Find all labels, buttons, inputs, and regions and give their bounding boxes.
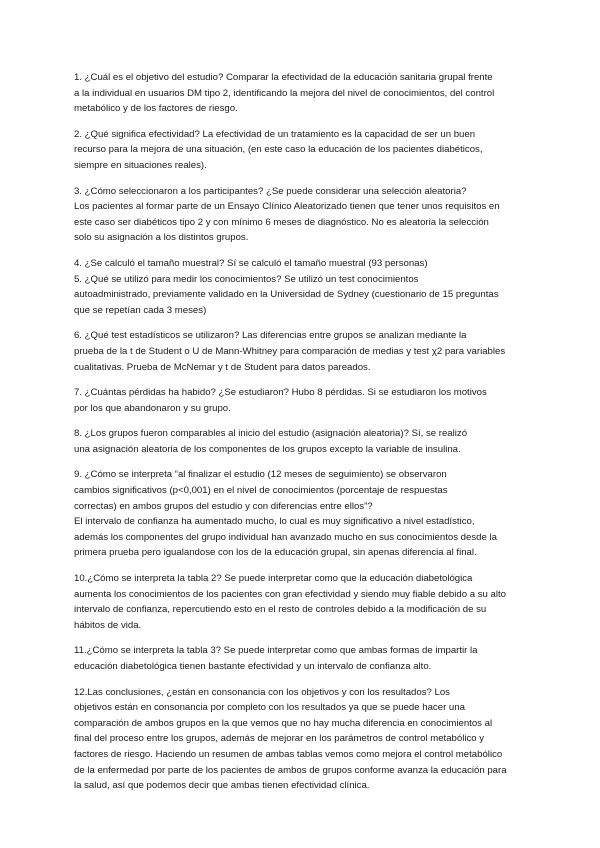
paragraph-q10 <box>74 571 530 633</box>
paragraph-q1 <box>74 70 530 117</box>
paragraph-q11 <box>74 643 530 674</box>
text-line: 1. ¿Cuál es el objetivo del estudio? Comparar la efectividad de la educación sanitaria grupal frente <box>74 72 493 83</box>
text-line: 3. ¿Cómo seleccionaron a los participantes? ¿Se puede considerar una selección aleatoria? <box>74 185 467 197</box>
text-line: la salud, así que podemos decir que ambas tienen efectividad clínica. <box>74 780 370 792</box>
text-line: aumenta los conocimientos de los pacientes con gran efectividad y siendo muy fiable debido a su alto <box>74 588 506 600</box>
text-line: 9. ¿Cómo se interpreta “al finalizar el estudio (12 meses de seguimiento) se observaron <box>74 469 447 481</box>
text-line: educación diabetológica tienen bastante efectividad y un intervalo de confianza alto. <box>74 661 432 672</box>
paragraph-q9 <box>74 467 530 561</box>
text-line: además los componentes del grupo individual han avanzado mucho en sus conocimientos desde la <box>74 531 497 543</box>
text-line: metabólico y de los factores de riesgo. <box>74 103 238 115</box>
text-line: objetivos están en consonancia por completo con los resultados ya que se puede hacer una <box>74 702 465 714</box>
text-line: de la enfermedad por parte de los pacientes de ambos de grupos conforme avanza la educación para <box>74 764 507 776</box>
text-line: 4. ¿Se calculó el tamaño muestral? Sí se calculó el tamaño muestral (93 personas) <box>74 257 428 269</box>
text-line: 6. ¿Qué test estadísticos se utilizaron? Las diferencias entre grupos se analizan mediante la <box>74 330 467 342</box>
text-line: intervalo de confianza, repercutiendo esto en el resto de controles debido a la modificación de su <box>74 604 487 616</box>
paragraph-q4-q5 <box>74 256 530 318</box>
text-line: 10.¿Cómo se interpreta la tabla 2? Se puede interpretar como que la educación diabetológica <box>74 573 473 585</box>
text-line: correctas) en ambos grupos del estudio y con diferencias entre ellos”? <box>74 500 373 512</box>
text-line: recurso para la mejora de una situación, (en este caso la educación de los pacientes diabéticos, <box>74 144 483 156</box>
text-line: final del proceso entre los grupos, además de mejorar en los parámetros de control metabólico y <box>74 733 485 745</box>
text-line: primera prueba pero igualandose con los de la educación grupal, sin apenas diferencia al final. <box>74 547 477 559</box>
paragraph-q7 <box>74 385 530 416</box>
text-line: hábitos de vida. <box>74 619 142 631</box>
text-line: siempre en situaciones reales). <box>74 159 207 171</box>
paragraph-q3 <box>74 184 530 246</box>
text-line: 5. ¿Qué se utilizó para medir los conocimientos? Se utilizó un test conocimientos <box>74 273 419 285</box>
paragraph-q6 <box>74 328 530 375</box>
text-line: comparación de ambos grupos en la que vemos que no hay mucha diferencia en conocimientos al <box>74 717 493 729</box>
text-line: factores de riesgo. Haciendo un resumen de ambas tablas vemos como mejora el control metabólico <box>74 748 503 760</box>
text-line: prueba de la t de Student o U de Mann-Whitney para comparación de medias y test χ2 para variables <box>74 345 506 357</box>
text-line: a la individual en usuarios DM tipo 2, identificando la mejora del nivel de conocimientos, del control <box>74 87 495 99</box>
text-line: cambios significativos (p<0,001) en el nivel de conocimientos (porcentaje de respuestas <box>74 485 448 497</box>
paragraph-q12 <box>74 685 530 794</box>
text-line: una asignación aleatoria de los componentes de los grupos excepto la variable de insulina. <box>74 443 461 455</box>
text-line: cualitativas. Prueba de McNemar y t de Student para datos pareados. <box>74 361 371 373</box>
text-line: por los que abandonaron y su grupo. <box>74 402 231 414</box>
text-line: 11.¿Cómo se interpreta la tabla 3? Se puede interpretar como que ambas formas de impartir la <box>74 645 478 657</box>
text-line: este caso ser diabéticos tipo 2 y con mínimo 6 meses de diagnóstico. No es aleatoria la selección <box>74 216 489 228</box>
text-line: 7. ¿Cuántas pérdidas ha habido? ¿Se estudiaron? Hubo 8 pérdidas. Si se estudiaron los motivos <box>74 387 487 399</box>
text-line: que se repetían cada 3 meses) <box>74 304 207 316</box>
text-line: El intervalo de confianza ha aumentado mucho, lo cual es muy significativo a nivel estadístico, <box>74 516 475 528</box>
paragraph-q8 <box>74 426 530 457</box>
text-line: solo su asignación a los distintos grupos. <box>74 232 249 244</box>
text-line: 12.Las conclusiones, ¿están en consonancia con los objetivos y con los resultados? Los <box>74 686 450 698</box>
text-line: Los pacientes al formar parte de un Ensayo Clínico Aleatorizado tienen que tener unos requisitos en <box>74 201 500 213</box>
text-line: 8. ¿Los grupos fueron comparables al inicio del estudio (asignación aleatoria)? Sí, se realizó <box>74 428 468 440</box>
text-line: 2. ¿Qué significa efectividad? La efectividad de un tratamiento es la capacidad de ser un buen <box>74 128 476 140</box>
paragraph-q2 <box>74 127 530 174</box>
text-line: autoadministrado, previamente validado en la Universidad de Sydney (cuestionario de 15 preguntas <box>74 289 499 301</box>
